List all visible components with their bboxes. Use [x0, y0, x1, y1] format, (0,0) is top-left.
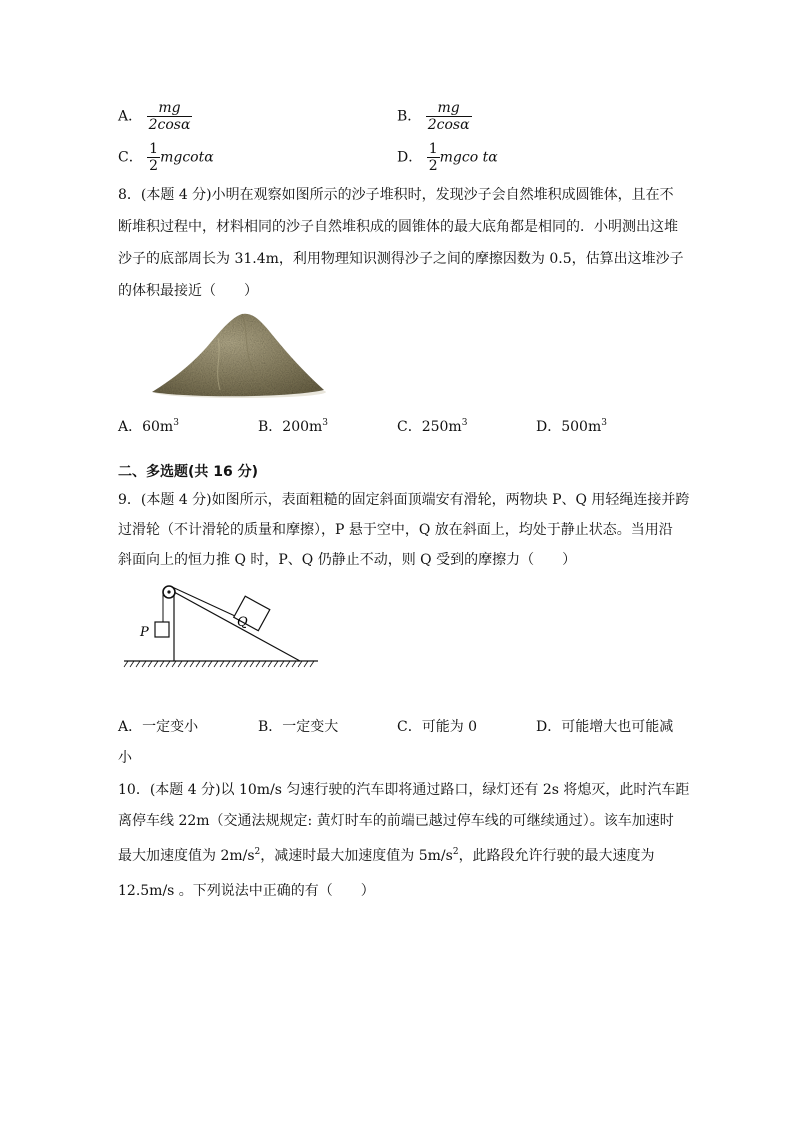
- q7-option-b-numerator: mg: [426, 100, 472, 117]
- q10-exponent-1: 2: [254, 847, 261, 857]
- q9-option-b: B．一定变大: [258, 719, 339, 735]
- q8-option-c: [397, 416, 467, 436]
- q7-option-d-label: D．: [397, 149, 423, 166]
- q7-option-c-label: C．: [118, 149, 143, 166]
- q7-option-c-denominator: 2: [149, 158, 159, 174]
- q7-option-d-denominator: 2: [428, 158, 438, 174]
- q7-option-a: [118, 100, 192, 133]
- q7-option-c-expression: mgcotα: [160, 149, 214, 166]
- q7-option-c-numerator: 1: [149, 141, 159, 157]
- q7-option-a-fraction: [147, 100, 193, 133]
- q8-option-b: [258, 416, 328, 436]
- q7-option-d-fraction: [427, 141, 440, 174]
- rope-to-q: [170, 586, 235, 616]
- q7-option-b-label: B．: [397, 108, 422, 125]
- q8-option-d: [536, 416, 607, 436]
- ground-hatching: [124, 661, 314, 667]
- block-p: [155, 622, 169, 637]
- q8-option-a: [118, 416, 179, 436]
- q7-option-b-denominator: 2cosα: [427, 117, 470, 133]
- sand-pile-image: [148, 308, 326, 400]
- q8-option-b-label: B．200m: [258, 419, 323, 435]
- q7-option-d: [397, 141, 498, 174]
- q9-text-line-2: 过滑轮（不计滑轮的质量和摩擦），P 悬于空中，Q 放在斜面上，均处于静止状态。当用沿: [118, 522, 673, 538]
- q8-option-d-exponent: 3: [601, 418, 607, 428]
- label-q: Q: [237, 615, 248, 630]
- q7-option-a-denominator: 2cosα: [148, 117, 191, 133]
- q9-option-c: C．可能为 0: [397, 719, 478, 735]
- q10-line-3-part-b: ，减速时最大加速度值为 5m/s: [260, 848, 453, 864]
- q7-option-a-label: A．: [118, 108, 143, 125]
- q8-option-a-label: A．60m: [118, 419, 174, 435]
- q8-option-d-label: D．500m: [536, 419, 602, 435]
- q9-text-line-3: 斜面向上的恒力推 Q 时，P、Q 仍静止不动，则 Q 受到的摩擦力（ ）: [118, 552, 577, 568]
- q10-text-line-3: [118, 846, 655, 866]
- q8-option-c-exponent: 3: [461, 418, 468, 428]
- q7-option-c: [118, 141, 214, 174]
- q10-text-line-1: 10．(本题 4 分)以 10m/s 匀速行驶的汽车即将通过路口，绿灯还有 2s 将熄灭，此时汽车距: [118, 782, 690, 798]
- q8-option-a-exponent: 3: [173, 418, 179, 428]
- q7-option-b: [397, 100, 472, 133]
- q10-exponent-2: 2: [452, 847, 459, 857]
- q7-option-c-fraction: [147, 141, 160, 174]
- q10-text-line-2: 离停车线 22m（交通法规规定: 黄灯时车的前端已越过停车线的可继续通过）。该车加速时: [118, 813, 674, 829]
- q10-line-3-part-a: 最大加速度值为 2m/s: [118, 848, 255, 864]
- q7-option-a-numerator: mg: [147, 100, 193, 117]
- label-p: P: [140, 625, 149, 640]
- q9-option-d: D．可能增大也可能减: [536, 719, 674, 735]
- q10-line-3-part-c: ，此路段允许行驶的最大速度为: [458, 848, 655, 864]
- q8-text-line-3: 沙子的底部周长为 31.4m，利用物理知识测得沙子之间的摩擦因数为 0.5，估算出这堆沙子: [118, 251, 684, 267]
- q7-option-d-numerator: 1: [428, 141, 438, 157]
- q7-option-b-fraction: [426, 100, 472, 133]
- q9-option-d-wrap: 小: [118, 750, 132, 766]
- q8-text-line-1: 8．(本题 4 分)小明在观察如图所示的沙子堆积时，发现沙子会自然堆积成圆锥体，且在不: [118, 187, 674, 203]
- incline-pulley-figure: [122, 580, 322, 672]
- section-heading-multiple-choice: 二、多选题(共 16 分): [118, 464, 259, 480]
- q8-text-line-4: 的体积最接近（ ）: [118, 283, 258, 299]
- q10-text-line-4: 12.5m/s 。下列说法中正确的有（ ）: [118, 883, 375, 899]
- q7-option-d-expression: mgco tα: [439, 149, 498, 166]
- q9-option-a: A．一定变小: [118, 719, 199, 735]
- q9-text-line-1: 9．(本题 4 分)如图所示，表面粗糙的固定斜面顶端安有滑轮，两物块 P、Q 用轻绳连接并跨: [118, 492, 690, 508]
- q8-option-c-label: C．250m: [397, 419, 462, 435]
- q8-text-line-2: 断堆积过程中，材料相同的沙子自然堆积成的圆锥体的最大底角都是相同的．小明测出这堆: [118, 219, 678, 235]
- q8-option-b-exponent: 3: [322, 418, 329, 428]
